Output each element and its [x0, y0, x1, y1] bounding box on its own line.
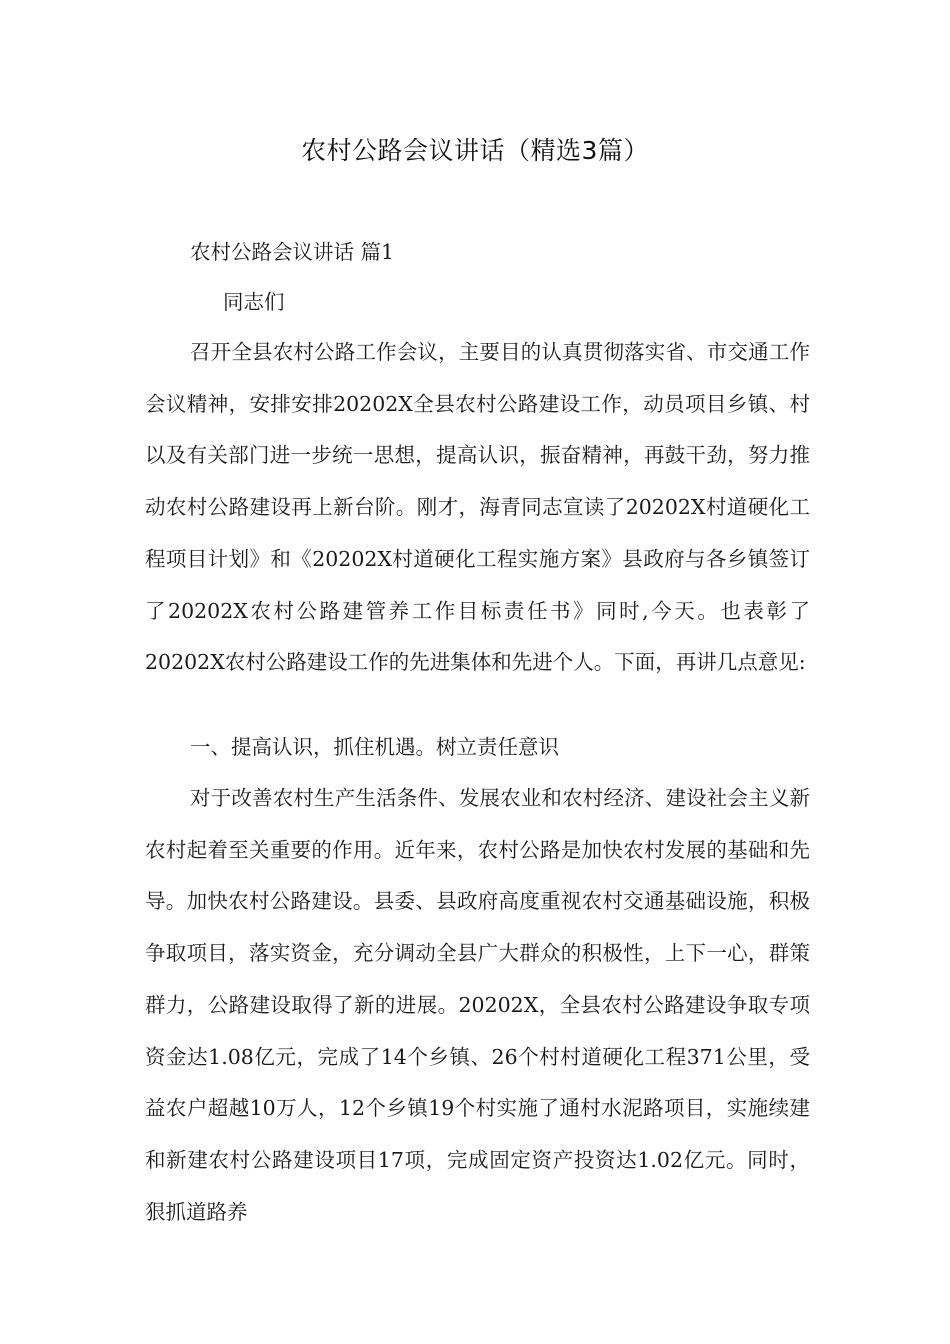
paragraph-intro: 召开全县农村公路工作会议，主要目的认真贯彻落实省、市交通工作会议精神，安排安排20202X全县农村公路建设工作，动员项目乡镇、村以及有关部门进一步统一思想，提高认识，振奋精神，再鼓干劲，努力推动农村公路建设再上新台阶。刚才，海青同志宣读了20202X村道硬化工程项目计划》和《20202X村道硬化工程实施方案》县政府与各乡镇签订了20202X农村公路建管养工作目标责任书》同时,今天。也表彰了20202X农村公路建设工作的先进集体和先进个人。下面，再讲几点意见:: [145, 340, 810, 675]
paragraph-section-1: 对于改善农村生产生活条件、发展农业和农村经济、建设社会主义新农村起着至关重要的作用。近年来，农村公路是加快农村发展的基础和先导。加快农村公路建设。县委、县政府高度重视农村交通基础设施，积极争取项目，落实资金，充分调动全县广大群众的积极性，上下一心，群策群力，公路建设取得了新的进展。20202X，全县农村公路建设争取专项资金达1.08亿元，完成了14个乡镇、26个村村道硬化工程371公里，受益农户超越10万人，12个乡镇19个村实施了通村水泥路项目，实施续建和新建农村公路建设项目17项，完成固定资产投资达1.02亿元。同时，狠抓道路养: [145, 786, 810, 1224]
document-title: 农村公路会议讲话（精选3篇）: [301, 136, 649, 165]
section-subheading: 农村公路会议讲话 篇1: [190, 240, 395, 264]
salutation: 同志们: [223, 290, 285, 314]
section-heading-1: 一、提高认识，抓住机遇。树立责任意识: [190, 735, 559, 759]
